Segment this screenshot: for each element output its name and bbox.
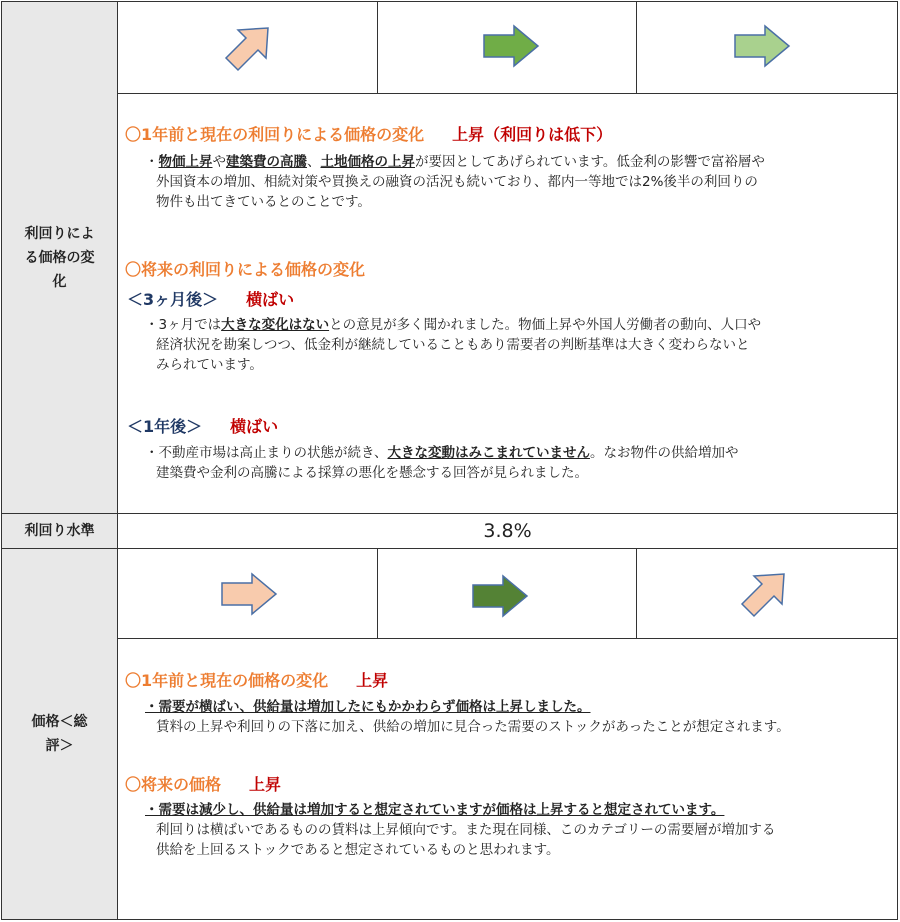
right-green-arrow-icon xyxy=(482,24,540,68)
yield-3month-text: ・3ヶ月では大きな変化はないとの意見が多く聞かれました。物価上昇や外国人労働者の動向、人口や 経済状況を勘案しつつ、低金利が継続していることもあり需要者の判断基準は大きく変わらないと みられています。 xyxy=(145,317,762,373)
yield-current-heading: 〇1年前と現在の利回りによる価格の変化 上昇（利回りは低下） xyxy=(125,125,613,144)
up-right-peach-arrow-icon xyxy=(222,18,278,74)
price-current-heading: 〇1年前と現在の価格の変化 上昇 xyxy=(125,671,389,690)
yield-3month-heading: ＜3ヶ月後＞ 横ばい xyxy=(127,290,295,309)
yield-level-value: 3.8% xyxy=(117,513,898,549)
yield-1year-heading: ＜1年後＞ 横ばい xyxy=(127,417,279,436)
right-dark-green-arrow-icon xyxy=(471,574,529,618)
right-light-green-arrow-icon xyxy=(733,24,791,68)
up-right-peach-arrow-icon xyxy=(738,564,794,620)
price-future-text: ・需要は減少し、供給量は増加すると想定されていますが価格は上昇すると想定されています。 利回りは横ばいであるものの賃料は上昇傾向です。また現在同様、このカテゴリーの需要層が増加する 供給を上回るストックであると想定されているものと思われます。 xyxy=(145,802,776,858)
yield-future-heading: 〇将来の利回りによる価格の変化 xyxy=(125,260,366,279)
right-peach-arrow-icon xyxy=(220,572,278,616)
yield-current-text: ・物価上昇や建築費の高騰、土地価格の上昇が要因としてあげられています。低金利の影響で富裕層や 外国資本の増加、相続対策や買換えの融資の活況も続いており、都内一等地では2%後半の利回りの 物件も出てきているとのことです。 xyxy=(145,154,765,210)
yield-price-change-label: 利回りによる価格の変化 xyxy=(1,1,118,514)
yield-level-label: 利回り水準 xyxy=(1,513,118,549)
price-current-text: ・需要が横ばい、供給量は増加したにもかかわらず価格は上昇しました。 賃料の上昇や利回りの下落に加え、供給の増加に見合った需要のストックがあったことが想定されます。 xyxy=(145,699,790,735)
price-future-heading: 〇将来の価格 上昇 xyxy=(125,775,282,794)
price-overall-label: 価格＜総評＞ xyxy=(1,548,118,920)
yield-1year-text: ・不動産市場は高止まりの状態が続き、大きな変動はみこまれていません。なお物件の供給増加や 建築費や金利の高騰による採算の悪化を懸念する回答が見られました。 xyxy=(145,445,739,481)
